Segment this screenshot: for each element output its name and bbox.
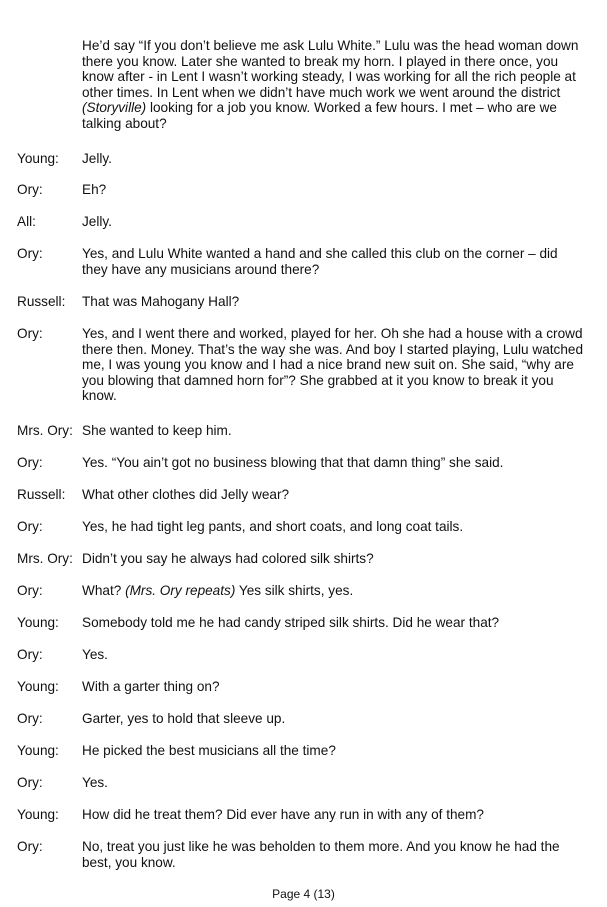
dialogue-text: He picked the best musicians all the time?: [82, 743, 336, 758]
dialogue-line: [17, 807, 587, 823]
dialogue-text: She wanted to keep him.: [82, 423, 232, 438]
dialogue-line: [17, 455, 587, 471]
dialogue-text: Jelly.: [82, 151, 112, 166]
dialogue-text: Garter, yes to hold that sleeve up.: [82, 711, 286, 726]
dialogue-text: That was Mahogany Hall?: [82, 294, 240, 309]
dialogue-line: [17, 583, 587, 599]
intro-text-b: looking for a job you know. Worked a few hours. I met – who are we talking about?: [82, 100, 557, 131]
dialogue-line: [17, 326, 587, 404]
dialogue-text-a: What?: [82, 583, 126, 598]
dialogue-text: Yes, and I went there and worked, played for her. Oh she had a house with a crowd there then. Money. That’s the way she was. And boy I started playing, Lulu watched me, I was young you know and I had a nice brand new suit on. She said, “why are you blowing that damned horn for”? She grabbed at it you know to break it you know.: [82, 326, 584, 403]
dialogue-line: [17, 743, 587, 759]
speaker-name: All:: [17, 214, 36, 229]
dialogue-text: Yes.: [82, 775, 108, 790]
dialogue-line: [17, 182, 587, 198]
speaker-name: Mrs. Ory:: [17, 551, 73, 566]
dialogue-line: [17, 151, 587, 167]
dialogue-line: [17, 246, 587, 277]
dialogue-text-b: Yes silk shirts, yes.: [235, 583, 354, 598]
speaker-name: Ory:: [17, 711, 43, 726]
dialogue-text: With a garter thing on?: [82, 679, 220, 694]
speaker-name: Ory:: [17, 455, 43, 470]
dialogue-text: Yes. “You ain’t got no business blowing that that damn thing” she said.: [82, 455, 504, 470]
dialogue-text: [82, 583, 584, 599]
dialogue-line: [17, 423, 587, 439]
dialogue-line: [17, 775, 587, 791]
dialogue-line: [17, 214, 587, 230]
dialogue-line: [17, 551, 587, 567]
dialogue-line: [17, 839, 587, 870]
speaker-name: Russell:: [17, 294, 66, 309]
dialogue-text: Eh?: [82, 182, 107, 197]
speaker-name: Ory:: [17, 583, 43, 598]
intro-text-a: He’d say “If you don’t believe me ask Lulu White.” Lulu was the head woman down there you know. Later she wanted to break my horn. I played in there once, you know after - in Lent I wasn’t working steady, I was working for all the rich people at other times. In Lent when we didn’t have much work we went around the district: [82, 38, 579, 100]
speaker-name: Young:: [17, 679, 59, 694]
dialogue-text: What other clothes did Jelly wear?: [82, 487, 290, 502]
speaker-name: Ory:: [17, 647, 43, 662]
dialogue-line: [17, 519, 587, 535]
dialogue-line: [17, 679, 587, 695]
dialogue-text: How did he treat them? Did ever have any run in with any of them?: [82, 807, 484, 822]
intro-paragraph: [82, 38, 582, 131]
speaker-name: Ory:: [17, 182, 43, 197]
speaker-name: Young:: [17, 151, 59, 166]
speaker-name: Mrs. Ory:: [17, 423, 73, 438]
speaker-name: Young:: [17, 807, 59, 822]
dialogue-text: Jelly.: [82, 214, 112, 229]
speaker-name: Young:: [17, 743, 59, 758]
speaker-name: Ory:: [17, 326, 43, 341]
dialogue-line: [17, 294, 587, 310]
speaker-name: Ory:: [17, 775, 43, 790]
dialogue-text: Yes.: [82, 647, 108, 662]
page-number: Page 4 (13): [272, 887, 335, 901]
dialogue-line: [17, 711, 587, 727]
stage-direction: (Mrs. Ory repeats): [125, 583, 236, 598]
intro-italic-note: (Storyville): [82, 100, 147, 115]
speaker-name: Ory:: [17, 839, 43, 854]
dialogue-line: [17, 487, 587, 503]
speaker-name: Young:: [17, 615, 59, 630]
dialogue-text: Yes, and Lulu White wanted a hand and she called this club on the corner – did they have any musicians around there?: [82, 246, 558, 277]
dialogue-text: Yes, he had tight leg pants, and short coats, and long coat tails.: [82, 519, 464, 534]
speaker-name: Russell:: [17, 487, 66, 502]
dialogue-line: [17, 647, 587, 663]
dialogue-line: [17, 615, 587, 631]
speaker-name: Ory:: [17, 519, 43, 534]
dialogue-text: Didn’t you say he always had colored silk shirts?: [82, 551, 374, 566]
dialogue-text: Somebody told me he had candy striped silk shirts. Did he wear that?: [82, 615, 500, 630]
dialogue-text: No, treat you just like he was beholden to them more. And you know he had the best, you know.: [82, 839, 560, 870]
speaker-name: Ory:: [17, 246, 43, 261]
